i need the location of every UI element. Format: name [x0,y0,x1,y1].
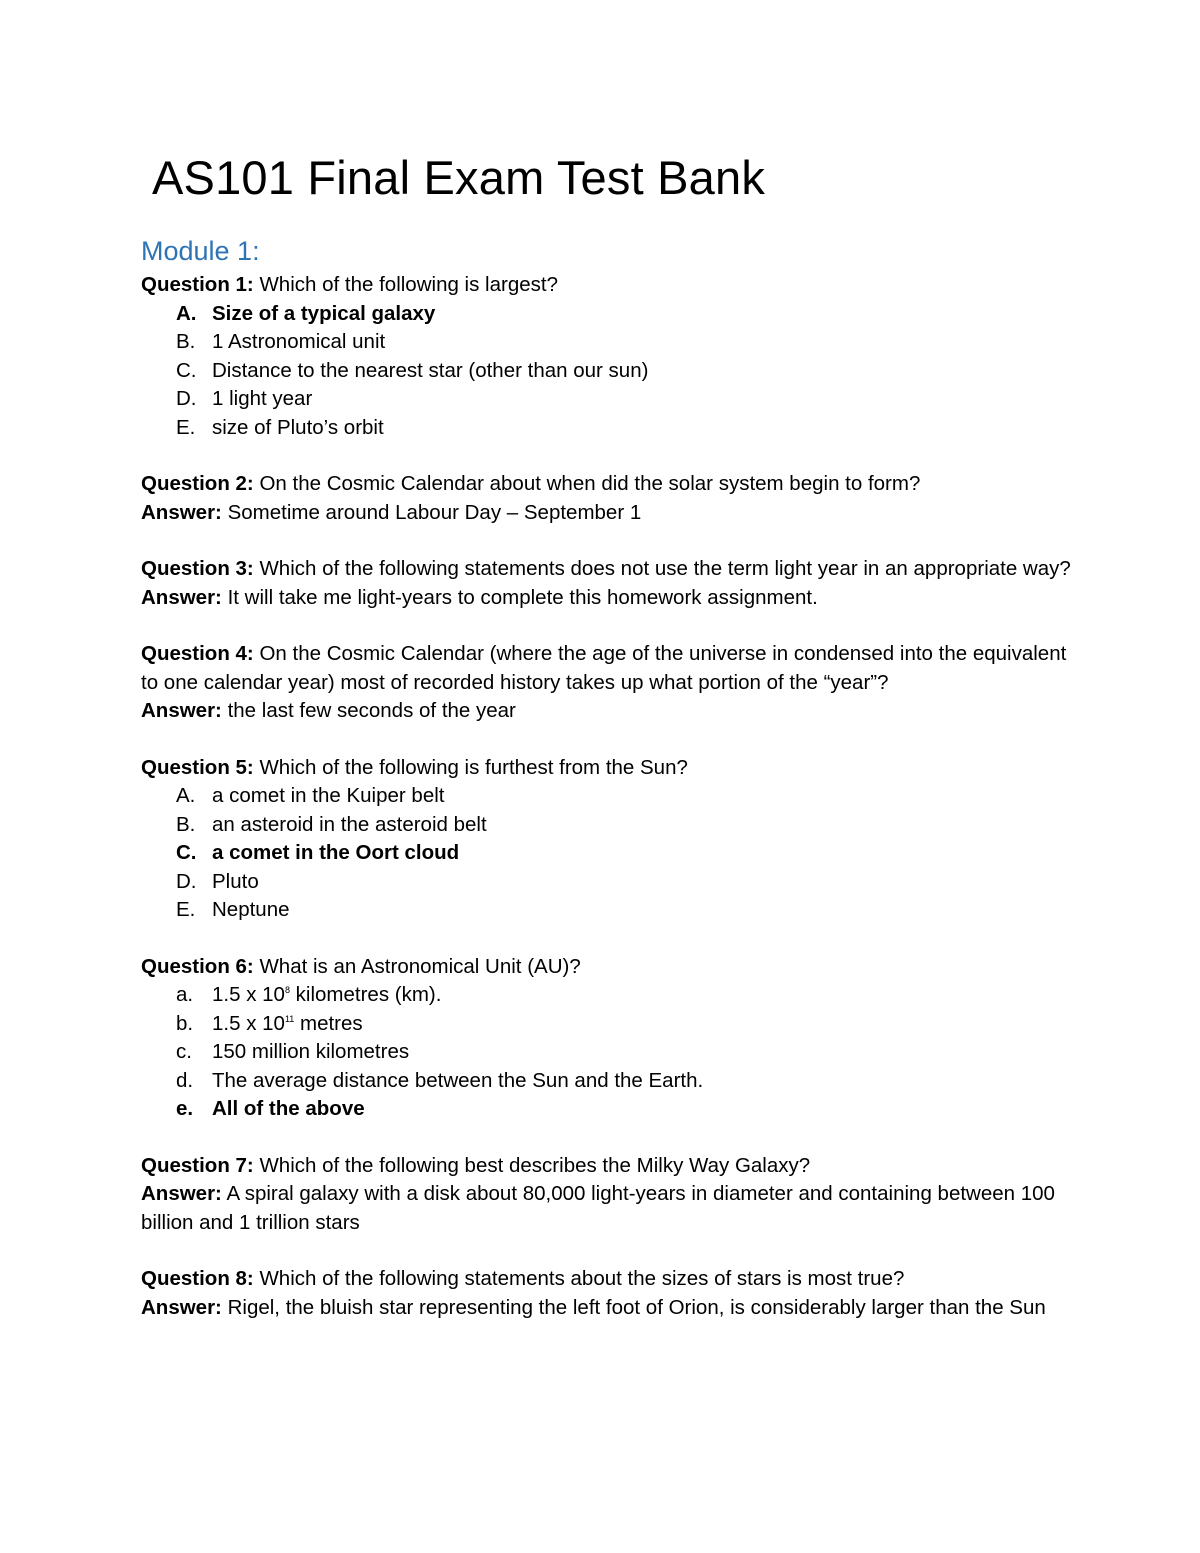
answer-text: A spiral galaxy with a disk about 80,000 light-years in diameter and containing between 100 billion and 1 trillion stars [141,1182,1055,1234]
question-2-answer [141,499,1071,528]
question-label: Question 5: [141,755,254,779]
option-text: Size of a typical galaxy [212,301,436,325]
question-8-prompt [141,1265,1071,1294]
option-letter: A. [176,301,197,325]
question-3-answer [141,584,1071,613]
question-label: Question 4: [141,642,254,665]
question-text: Which of the following best describes the Milky Way Galaxy? [253,1153,811,1177]
spacer [141,726,1071,754]
option-base: 1.5 x 10 [212,1011,285,1035]
answer-text: Sometime around Labour Day – September 1 [221,500,642,524]
question-5-prompt [141,754,1071,783]
option-d [141,1067,1071,1096]
option-base: 1.5 x 10 [212,983,285,1006]
question-7-answer [141,1180,1071,1237]
question-7-prompt [141,1152,1071,1181]
answer-label: Answer: [141,500,222,524]
option-d [141,385,1071,414]
option-letter: A. [176,784,196,807]
answer-text: the last few seconds of the year [221,699,516,722]
option-rest: metres [294,1011,363,1035]
question-2-prompt [141,470,1071,499]
question-6-prompt [141,953,1071,982]
answer-text: Rigel, the bluish star representing the left foot of Orion, is considerably larger than the Sun [221,1295,1046,1319]
option-letter: a. [176,983,194,1006]
question-4-answer [141,697,1071,726]
option-exponent: 8 [284,985,290,995]
option-letter: D. [176,387,197,410]
answer-text: It will take me light-years to complete this homework assignment. [221,585,818,609]
question-5-options [141,782,1071,925]
question-text: Which of the following is largest? [253,273,558,296]
question-text: Which of the following statements does not use the term light year in an appropriate way? [253,557,1071,580]
option-letter: D. [176,869,197,893]
document-title: AS101 Final Exam Test Bank [152,151,766,204]
answer-label: Answer: [141,1295,222,1319]
option-c [141,1038,1071,1067]
option-a [141,782,1071,811]
option-text: 1 Astronomical unit [212,330,386,353]
option-text: Pluto [212,869,259,893]
option-text: an asteroid in the asteroid belt [212,812,487,836]
option-letter: d. [176,1068,194,1092]
answer-label: Answer: [141,699,222,722]
question-label: Question 3: [141,557,254,580]
option-e [141,414,1071,443]
spacer [141,1237,1071,1265]
option-letter: b. [176,1011,194,1035]
question-6 [141,953,1071,1124]
question-text: What is an Astronomical Unit (AU)? [253,954,581,978]
option-text: 1 light year [212,387,313,410]
option-text: a comet in the Oort cloud [212,841,460,864]
question-label: Question 8: [141,1267,254,1290]
question-2 [141,470,1071,527]
question-list [141,271,1071,1322]
question-label: Question 6: [141,954,254,978]
question-label: Question 7: [141,1153,254,1177]
question-label: Question 2: [141,472,254,495]
question-text: On the Cosmic Calendar (where the age of the universe in condensed into the equivalent to one calendar year) most of recorded history takes up what portion of the “year”? [141,642,1067,694]
spacer [141,612,1071,640]
option-text: The average distance between the Sun and the Earth. [212,1068,704,1092]
question-8-answer [141,1294,1071,1323]
question-6-options [141,981,1071,1124]
option-letter: B. [176,330,196,353]
option-b [141,811,1071,840]
option-a [141,981,1071,1010]
option-b [141,1010,1071,1039]
option-letter: c. [176,1040,192,1063]
option-e [141,896,1071,925]
answer-label: Answer: [141,585,222,609]
option-e [141,1095,1071,1124]
question-text: Which of the following statements about the sizes of stars is most true? [253,1267,905,1290]
question-text: Which of the following is furthest from the Sun? [253,755,688,779]
question-text: On the Cosmic Calendar about when did the solar system begin to form? [253,472,921,495]
spacer [141,442,1071,470]
option-letter: E. [176,898,196,921]
spacer [141,925,1071,953]
question-3-prompt [141,555,1071,584]
option-d [141,868,1071,897]
option-letter: C. [176,841,197,864]
question-4 [141,640,1071,726]
option-text: 150 million kilometres [212,1040,410,1063]
question-1 [141,271,1071,442]
option-letter: B. [176,812,196,836]
option-text: size of Pluto’s orbit [212,415,384,439]
option-text: Neptune [212,898,290,921]
question-7 [141,1152,1071,1238]
question-1-prompt [141,271,1071,300]
option-b [141,328,1071,357]
option-text: a comet in the Kuiper belt [212,784,445,807]
option-c [141,357,1071,386]
question-4-prompt [141,640,1071,697]
answer-label: Answer: [141,1182,222,1205]
option-rest: kilometres (km). [289,983,442,1006]
spacer [141,1124,1071,1152]
question-8 [141,1265,1071,1322]
spacer [141,527,1071,555]
option-text: Distance to the nearest star (other than our sun) [212,358,649,382]
option-exponent: 11 [284,1013,295,1024]
question-5 [141,754,1071,925]
option-letter: E. [176,415,196,439]
module-heading: Module 1: [141,236,260,266]
question-1-options [141,300,1071,443]
question-3 [141,555,1071,612]
option-text: All of the above [212,1097,365,1120]
option-letter: C. [176,358,197,382]
option-c [141,839,1071,868]
question-label: Question 1: [141,273,254,296]
option-letter: e. [176,1097,194,1120]
option-a [141,300,1071,329]
